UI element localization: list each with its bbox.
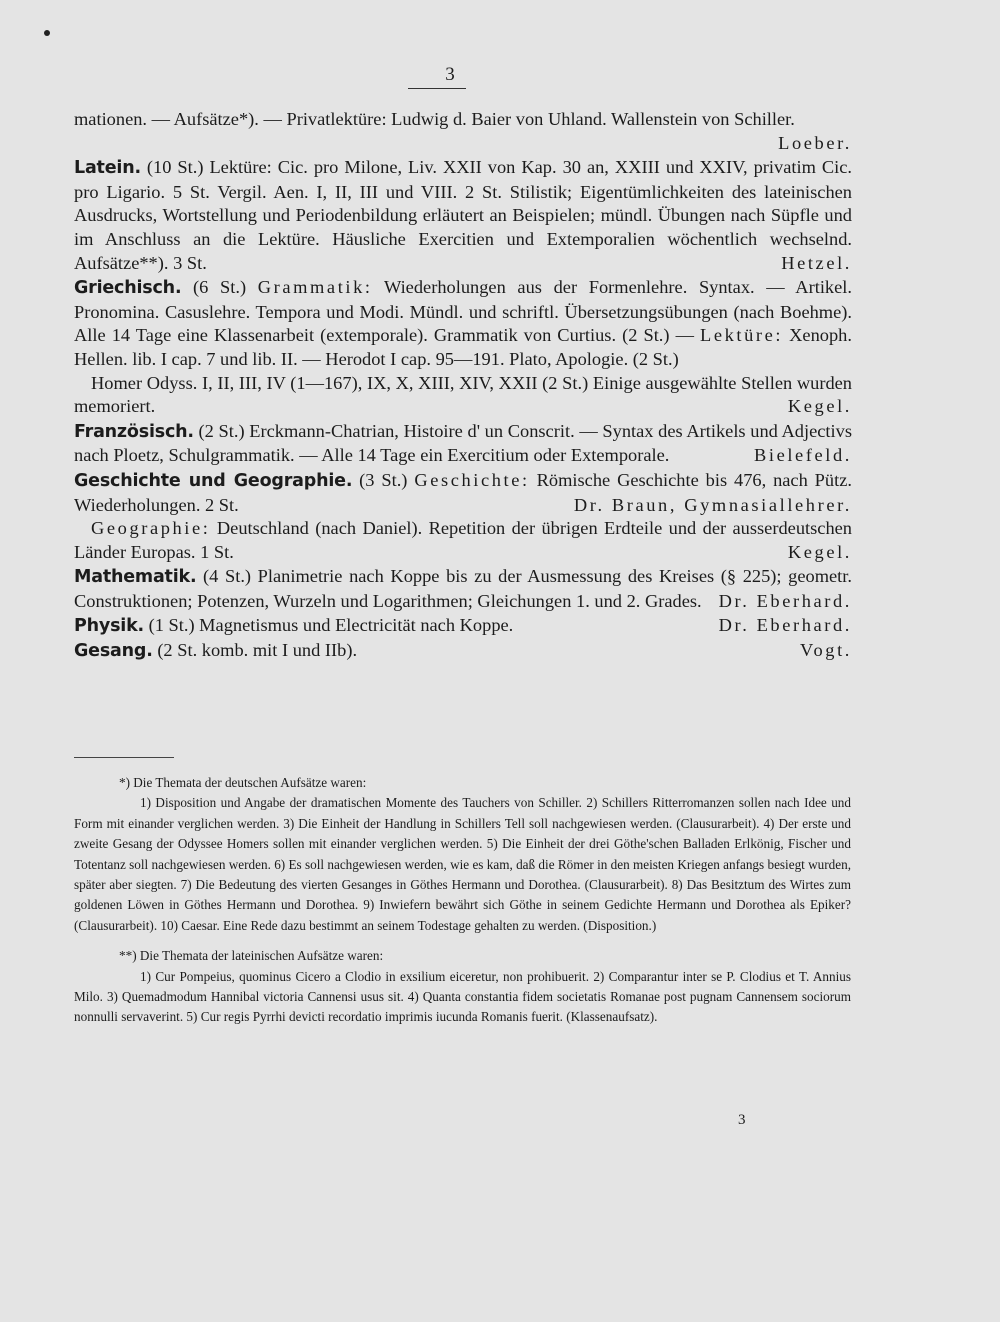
intro-teacher: Loeber. bbox=[778, 132, 852, 153]
geschichte-label: Geschichte: bbox=[414, 469, 530, 490]
mathematik-teacher: Dr. Eberhard. bbox=[718, 590, 852, 611]
mathematik-text: (4 St.) Planimetrie nach Koppe bis zu der Ausmessung des Kreises (§ 225); geometr. Construktionen; Potenzen, Wurzeln und Logarithmen; Gleichungen 1. und 2. Grades. bbox=[74, 566, 852, 611]
footnote-1-body: 1) Disposition und Angabe der dramatischen Momente des Tauchers von Schiller. 2) Schillers Ritterromanzen sollen nach Idee und Form mit einander verglichen werden. 3) Die Einheit der Handlung in Schillers Tell soll nachgewiesen werden. (Clausurarbeit). 4) Der erste und zweite Gesang der Odyssee Homers sollen mit einander verglichen werden. 5) Die Einheit der drei Göthe'schen Balladen Erlkönig, Fischer und Totentanz soll nachgewiesen werden. 6) Es soll nachgewiesen werden, wie es kam, daß die Römer in den meisten Kriegen anfangs besiegt wurden, später aber siegten. 7) Die Bedeutung des vierten Gesanges in Göthes Hermann und Dorothea. (Clausurarbeit). 8) Das Besitztum des Wirtes zum goldenen Löwen in Göthes Hermann und Dorothea. 9) Inwiefern bewährt sich Göthe in seinem Gedichte Hermann und Dorothea als Epiker? (Clausurarbeit). 10) Caesar. Eine Rede dazu bestimmt an seinem Todestage gehalten zu werden. (Disposition.) bbox=[74, 795, 851, 933]
franzoesisch-teacher: Bielefeld. bbox=[754, 445, 852, 466]
gesang-paragraph bbox=[74, 639, 852, 664]
ink-speck bbox=[44, 30, 50, 36]
geschichte-teacher: Dr. Braun, Gymnasiallehrer. bbox=[573, 494, 852, 515]
geographie-label: Geographie: bbox=[91, 518, 211, 539]
footnote-2-heading: **) Die Themata der lateinischen Aufsätze waren: bbox=[119, 948, 384, 964]
griechisch-text2: Xenoph. Hellen. lib. I cap. 7 und lib. II. — Herodot I cap. 95—191. Plato, Apologie. (2 St.) bbox=[74, 325, 852, 369]
latein-paragraph bbox=[74, 156, 852, 275]
geschichte-text: Römische Geschichte bis 476, nach Pütz. Wiederholungen. 2 St. bbox=[74, 469, 852, 515]
griechisch-grammatik-label: Grammatik: bbox=[257, 277, 373, 298]
intro-text: mationen. — Aufsätze*). — Privatlektüre: Ludwig d. Baier von Uhland. Wallenstein von Schiller. bbox=[74, 109, 795, 129]
physik-text: (1 St.) Magnetismus und Electricität nach Koppe. bbox=[148, 615, 514, 636]
footnote-1-heading: *) Die Themata der deutschen Aufsätze waren: bbox=[119, 775, 367, 790]
latein-title: Latein. bbox=[74, 158, 141, 179]
latein-text: (10 St.) Lektüre: Cic. pro Milone, Liv. XXII von Kap. 30 an, XXIII und XXIV, privatim Cic. pro Ligario. 5 St. Vergil. Aen. I, II, III und VIII. 2 St. Stilistik; Eigentümlichkeiten des lateinischen Ausdrucks, Wortstellung und Periodenbildung erläutert an Beispielen; mündl. Übungen nach Süpfle und im Anschluss an die Lektüre. Häusliche Exercitien und Extemporalien wöchentlich wechselnd. Aufsätze**). 3 St. bbox=[74, 157, 852, 273]
geschichte-hours: (3 St.) bbox=[359, 469, 408, 490]
mathematik-title: Mathematik. bbox=[74, 567, 197, 588]
latein-teacher: Hetzel. bbox=[781, 252, 852, 273]
page-number-rule bbox=[408, 88, 466, 89]
geschichte-title: Geschichte und Geographie. bbox=[74, 470, 353, 491]
franzoesisch-text: (2 St.) Erckmann-Chatrian, Histoire d' un Conscrit. — Syntax des Artikels und Adjectivs nach Ploetz, Schulgrammatik. — Alle 14 Tage ein Exercitium oder Extemporale. bbox=[74, 420, 852, 466]
griechisch-title: Griechisch. bbox=[74, 278, 182, 299]
signature-mark: 3 bbox=[738, 1112, 746, 1128]
footnote-rule bbox=[74, 757, 174, 758]
geographie-teacher: Kegel. bbox=[787, 541, 852, 562]
griechisch-homer-paragraph bbox=[74, 372, 852, 419]
geschichte-paragraph bbox=[74, 469, 852, 517]
footnotes bbox=[54, 773, 851, 1028]
page-number: 3 bbox=[445, 64, 455, 85]
franzoesisch-title: Französisch. bbox=[74, 421, 194, 442]
griechisch-teacher: Kegel. bbox=[787, 396, 852, 417]
geographie-paragraph bbox=[74, 517, 852, 564]
physik-teacher: Dr. Eberhard. bbox=[718, 615, 852, 636]
mathematik-paragraph bbox=[74, 565, 852, 613]
gesang-title: Gesang. bbox=[74, 641, 153, 662]
gesang-teacher: Vogt. bbox=[799, 640, 852, 661]
griechisch-lektuere-label: Lektüre: bbox=[700, 325, 784, 346]
griechisch-text: Wiederholungen aus der Formenlehre. Syntax. — Artikel. Pronomina. Casuslehre. Tempora und Modi. Mündl. und schriftl. Übersetzungsübungen (nach Boehme). Alle 14 Tage eine Klassenarbeit (extemporale). Grammatik von Curtius. (2 St.) — bbox=[74, 277, 852, 346]
curriculum-text bbox=[74, 108, 852, 664]
griechisch-text3: Homer Odyss. I, II, III, IV (1—167), IX, X, XIII, XIV, XXII (2 St.) Einige ausgewählte Stellen wurden memoriert. bbox=[74, 372, 852, 417]
footnote-2-body: 1) Cur Pompeius, quominus Cicero a Clodio in exsilium eiceretur, non prohibuerit. 2) Comparantur inter se P. Clodius et T. Annius Milo. 3) Quemadmodum Hannibal victoria Cannensi usus sit. 4) Quanta constantia fidem societatis Romanae post pugnam Cannensem sociorum nonnulli servaverint. 5) Cur regis Pyrrhi devicti recordatio imprimis iucunda Romanis fuerit. (Klassenaufsatz). bbox=[74, 968, 851, 1025]
physik-title: Physik. bbox=[74, 616, 144, 637]
gesang-text: (2 St. komb. mit I und IIb). bbox=[157, 640, 358, 661]
franzoesisch-paragraph bbox=[74, 420, 852, 468]
geographie-text: Deutschland (nach Daniel). Repetition der übrigen Erdteile und der ausserdeutschen Länder Europas. 1 St. bbox=[74, 518, 852, 562]
griechisch-hours: (6 St.) bbox=[193, 277, 247, 298]
physik-paragraph bbox=[74, 614, 852, 639]
intro-paragraph bbox=[74, 108, 852, 155]
griechisch-paragraph bbox=[74, 276, 852, 371]
